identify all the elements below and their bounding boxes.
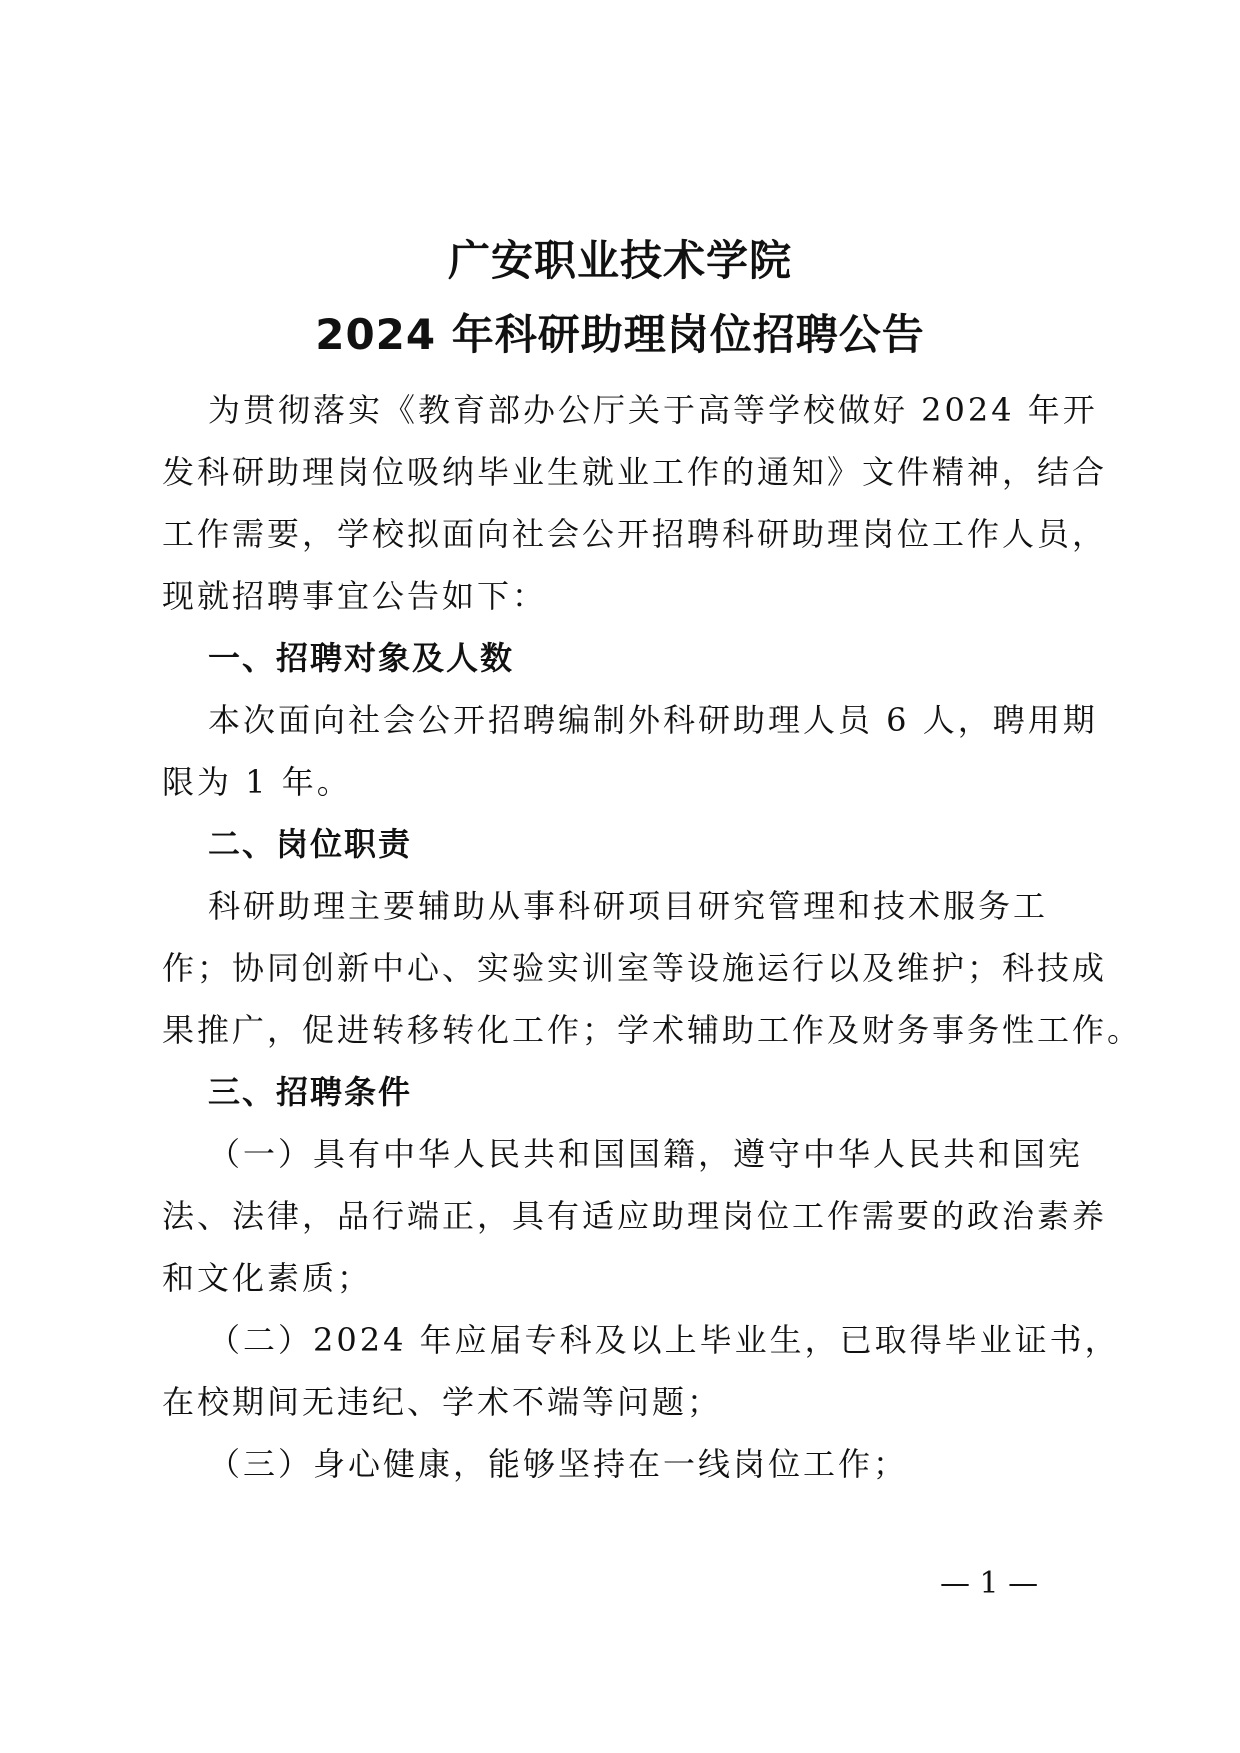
requirement-1-line-1: （一）具有中华人民共和国国籍，遵守中华人民共和国宪 xyxy=(208,1135,1084,1173)
document-title-institution: 广安职业技术学院 xyxy=(447,236,792,285)
requirement-1-line-3: 和文化素质； xyxy=(162,1259,373,1297)
intro-line-2: 发科研助理岗位吸纳毕业生就业工作的通知》文件精神，结合 xyxy=(162,453,1108,491)
requirement-2-line-1: （二）2024 年应届专科及以上毕业生，已取得毕业证书， xyxy=(208,1321,1120,1359)
requirement-3-line-1: （三）身心健康，能够坚持在一线岗位工作； xyxy=(208,1445,909,1483)
section2-line-2: 作；协同创新中心、实验实训室等设施运行以及维护；科技成 xyxy=(162,949,1108,987)
document-title-notice: 2024 年科研助理岗位招聘公告 xyxy=(315,310,925,359)
intro-line-3: 工作需要，学校拟面向社会公开招聘科研助理岗位工作人员， xyxy=(162,515,1108,553)
intro-line-1: 为贯彻落实《教育部办公厅关于高等学校做好 2024 年开 xyxy=(208,391,1098,429)
section1-line-1: 本次面向社会公开招聘编制外科研助理人员 6 人，聘用期 xyxy=(208,701,1098,739)
section2-line-3: 果推广，促进转移转化工作；学术辅助工作及财务事务性工作。 xyxy=(162,1011,1143,1049)
section2-line-1: 科研助理主要辅助从事科研项目研究管理和技术服务工 xyxy=(208,887,1049,925)
section-heading-responsibilities: 二、岗位职责 xyxy=(208,825,413,863)
requirement-1-line-2: 法、法律，品行端正，具有适应助理岗位工作需要的政治素养 xyxy=(162,1197,1108,1235)
page-number: — 1 — xyxy=(940,1566,1039,1601)
intro-line-4: 现就招聘事宜公告如下： xyxy=(162,577,548,615)
requirement-2-line-2: 在校期间无违纪、学术不端等问题； xyxy=(162,1383,723,1421)
section-heading-requirements: 三、招聘条件 xyxy=(208,1073,413,1111)
section-heading-recruitment-targets: 一、招聘对象及人数 xyxy=(208,639,515,677)
section1-line-2: 限为 1 年。 xyxy=(162,763,352,801)
